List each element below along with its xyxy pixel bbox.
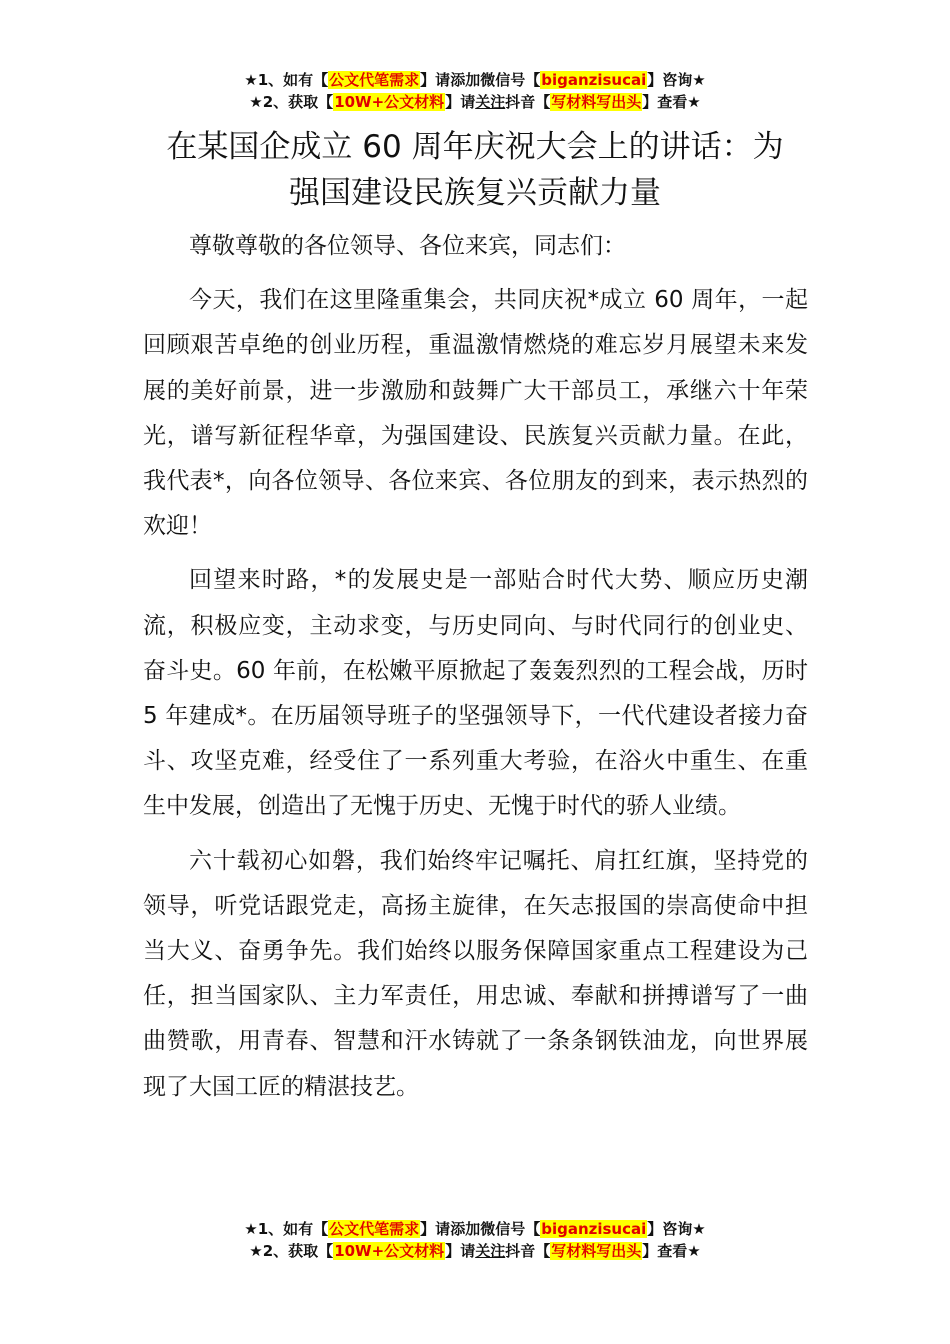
footer-highlight-douyin: 写材料写出头 bbox=[551, 1242, 642, 1260]
paragraph-2: 回望来时路，*的发展史是一部贴合时代大势、顺应历史潮流，积极应变，主动求变，与历史同向、与时代同行的创业史、奋斗史。60 年前，在松嫩平原掀起了轰轰烈烈的工程会战，历时 5 年建成*。在历届领导班子的坚强领导下，一代代建设者接力奋斗、攻坚克难，经受住了一系列重大考验，在浴火中重生、在重生中发展，创造出了无愧于历史、无愧于时代的骄人业绩。 bbox=[143, 567, 808, 820]
document-title bbox=[0, 124, 950, 216]
footer-banner-line-2: ★2、获取【10W+公文材料】请关注抖音【写材料写出头】查看★ bbox=[249, 1242, 701, 1260]
title-line-1: 在某国企成立 60 周年庆祝大会上的讲话：为 bbox=[166, 129, 784, 165]
footer-banner-line-1: ★1、如有【公文代笔需求】请添加微信号【biganzisucai】咨询★ bbox=[244, 1220, 706, 1238]
highlight-ghostwriting: 公文代笔需求 bbox=[329, 71, 420, 89]
document-body bbox=[143, 224, 808, 1110]
header-banner bbox=[0, 69, 950, 113]
footer-highlight-ghostwriting: 公文代笔需求 bbox=[329, 1220, 420, 1238]
footer-highlight-materials: 10W+公文材料 bbox=[334, 1242, 445, 1260]
footer-highlight-wechat-id: biganzisucai bbox=[541, 1220, 647, 1238]
highlight-douyin: 写材料写出头 bbox=[551, 93, 642, 111]
title-line-2: 强国建设民族复兴贡献力量 bbox=[289, 175, 661, 211]
paragraph-3: 六十载初心如磐，我们始终牢记嘱托、肩扛红旗，坚持党的领导，听党话跟党走，高扬主旋律，在矢志报国的崇高使命中担当大义、奋勇争先。我们始终以服务保障国家重点工程建设为己任，担当国家队、主力军责任，用忠诚、奉献和拼搏谱写了一曲曲赞歌，用青春、智慧和汗水铸就了一条条钢铁油龙，向世界展现了大国工匠的精湛技艺。 bbox=[143, 847, 808, 1100]
highlight-materials: 10W+公文材料 bbox=[334, 93, 445, 111]
banner-line-2: ★2、获取【10W+公文材料】请关注抖音【写材料写出头】查看★ bbox=[249, 93, 701, 111]
salutation: 尊敬尊敬的各位领导、各位来宾，同志们： bbox=[189, 233, 626, 259]
paragraph-1: 今天，我们在这里隆重集会，共同庆祝*成立 60 周年，一起回顾艰苦卓绝的创业历程，重温激情燃烧的难忘岁月展望未来发展的美好前景，进一步激励和鼓舞广大干部员工，承继六十年荣光，谱写新征程华章，为强国建设、民族复兴贡献力量。在此，我代表*，向各位领导、各位来宾、各位朋友的到来，表示热烈的欢迎！ bbox=[143, 287, 808, 540]
banner-line-1: ★1、如有【公文代笔需求】请添加微信号【biganzisucai】咨询★ bbox=[244, 71, 706, 89]
footer-banner bbox=[0, 1218, 950, 1262]
highlight-wechat-id: biganzisucai bbox=[541, 71, 647, 89]
